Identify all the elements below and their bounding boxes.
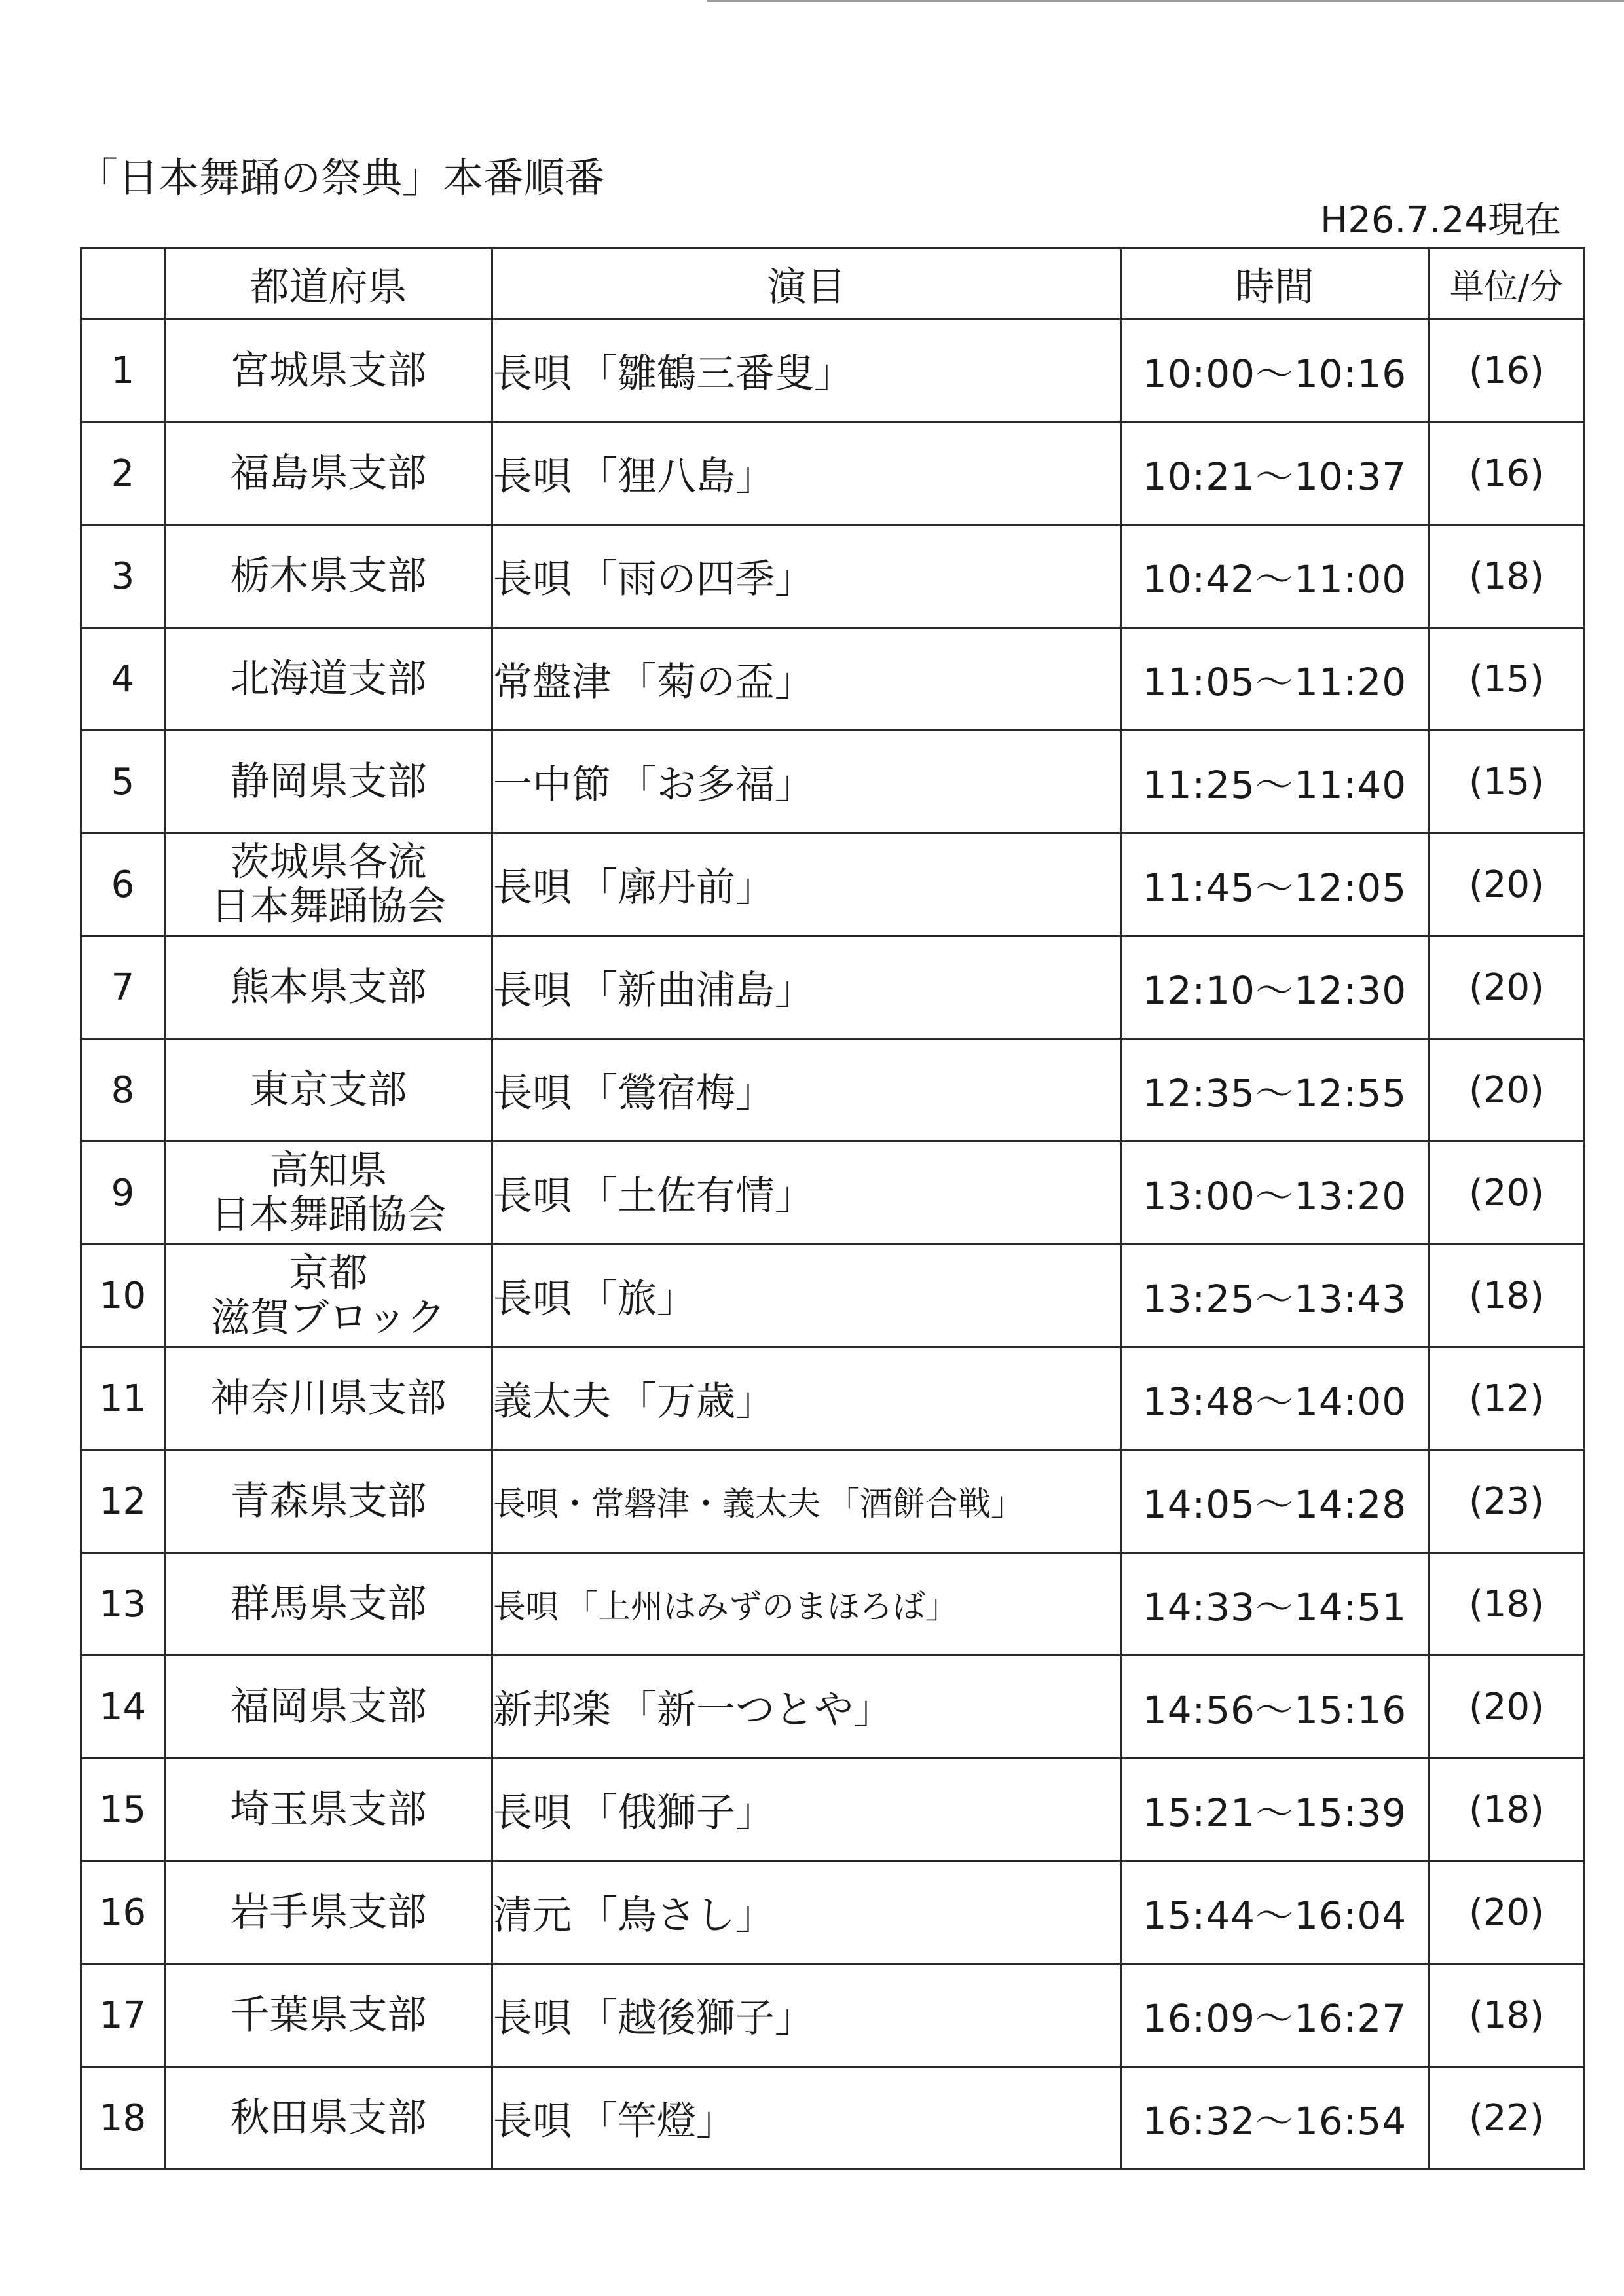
row-number: 11 [81,1347,165,1450]
time-slot: 13:48〜14:00 [1121,1347,1429,1450]
program-cell [492,1656,1121,1758]
header-program: 演目 [492,249,1121,319]
branch-name-line: 埼玉県支部 [230,1787,427,1832]
program-piece: 「新曲浦島」 [578,968,814,1013]
time-slot: 15:44〜16:04 [1121,1861,1429,1964]
time-slot: 11:45〜12:05 [1121,833,1429,936]
program-cell [492,2067,1121,2170]
time-slot: 12:10〜12:30 [1121,936,1429,1039]
program-genre: 長唄 [493,865,572,911]
row-number: 8 [81,1039,165,1142]
program-piece: 「新一つとや」 [618,1687,893,1733]
scan-edge-line [707,0,1624,2]
branch-cell [165,525,492,628]
program-piece: 「お多福」 [618,762,814,808]
branch-name-line: 福島県支部 [230,450,427,496]
branch-name-line: 神奈川県支部 [210,1376,447,1421]
branch-name-line: 北海道支部 [230,656,427,702]
branch-name-line: 熊本県支部 [230,964,427,1010]
row-number: 13 [81,1553,165,1656]
branch-cell [165,1553,492,1656]
time-slot: 14:05〜14:28 [1121,1450,1429,1553]
duration-minutes: (18) [1429,1245,1585,1347]
program-piece: 「菊の盃」 [618,659,814,705]
time-slot: 16:32〜16:54 [1121,2067,1429,2170]
duration-minutes: (18) [1429,1553,1585,1656]
table-row [81,422,1585,525]
branch-cell [165,1964,492,2067]
program-cell [492,1039,1121,1142]
program-genre: 長唄 [493,1790,572,1836]
duration-minutes: (15) [1429,731,1585,833]
program-piece: 「酒餅合戦」 [827,1485,1024,1523]
table-body [81,319,1585,2170]
program-genre: 長唄 [493,968,572,1013]
header-no [81,249,165,319]
branch-name-line: 福岡県支部 [230,1684,427,1730]
program-genre: 長唄・常磐津・義太夫 [493,1485,821,1523]
row-number: 17 [81,1964,165,2067]
program-piece: 「廓丹前」 [578,865,775,911]
duration-minutes: (20) [1429,833,1585,936]
table-row [81,1039,1585,1142]
program-cell [492,1245,1121,1347]
row-number: 14 [81,1656,165,1758]
branch-name-line: 静岡県支部 [230,759,427,805]
duration-minutes: (23) [1429,1450,1585,1553]
table-row [81,1758,1585,1861]
duration-minutes: (20) [1429,1861,1585,1964]
branch-name-line: 秋田県支部 [230,2095,427,2141]
duration-minutes: (20) [1429,1039,1585,1142]
program-piece: 「万歳」 [618,1379,775,1425]
time-slot: 10:42〜11:00 [1121,525,1429,628]
program-genre: 長唄 [493,351,572,397]
program-genre: 常盤津 [493,659,611,705]
row-number: 4 [81,628,165,731]
program-cell [492,628,1121,731]
header-branch: 都道府県 [165,249,492,319]
branch-cell [165,2067,492,2170]
header-row [81,249,1585,319]
performance-order-table [80,247,1585,2170]
program-cell [492,319,1121,422]
time-slot: 12:35〜12:55 [1121,1039,1429,1142]
branch-cell [165,833,492,936]
program-genre: 義太夫 [493,1379,611,1425]
branch-name-line: 群馬県支部 [230,1581,427,1627]
table-row [81,2067,1585,2170]
program-genre: 一中節 [493,762,611,808]
duration-minutes: (22) [1429,2067,1585,2170]
program-piece: 「上州はみずのまほろば」 [565,1588,958,1626]
branch-cell [165,731,492,833]
duration-minutes: (18) [1429,525,1585,628]
program-piece: 「雛鶴三番叟」 [578,351,853,397]
table-row [81,1964,1585,2067]
duration-minutes: (20) [1429,1656,1585,1758]
program-genre: 長唄 [493,1173,572,1219]
branch-name-line: 京都 [289,1250,368,1296]
time-slot: 11:25〜11:40 [1121,731,1429,833]
program-genre: 長唄 [493,1588,559,1626]
document-date: H26.7.24現在 [1320,199,1561,242]
branch-name-line: 高知県 [269,1148,388,1194]
table-row [81,1347,1585,1450]
program-genre: 長唄 [493,556,572,602]
time-slot: 10:21〜10:37 [1121,422,1429,525]
branch-cell [165,1142,492,1245]
program-piece: 「旅」 [578,1276,696,1322]
table-row [81,525,1585,628]
table-row [81,1656,1585,1758]
row-number: 2 [81,422,165,525]
program-genre: 清元 [493,1893,572,1939]
branch-name-line: 岩手県支部 [230,1889,427,1935]
document-title: 「日本舞踊の祭典」本番順番 [77,154,606,202]
program-piece: 「狸八島」 [578,454,775,500]
program-cell [492,1758,1121,1861]
time-slot: 15:21〜15:39 [1121,1758,1429,1861]
row-number: 6 [81,833,165,936]
duration-minutes: (20) [1429,1142,1585,1245]
branch-name-line: 宮城県支部 [230,348,427,393]
program-genre: 長唄 [493,1995,572,2041]
branch-name-line: 東京支部 [249,1067,407,1113]
branch-cell [165,319,492,422]
branch-cell [165,936,492,1039]
program-cell [492,1142,1121,1245]
program-cell [492,1347,1121,1450]
program-cell [492,1553,1121,1656]
table-row [81,1245,1585,1347]
time-slot: 14:56〜15:16 [1121,1656,1429,1758]
row-number: 16 [81,1861,165,1964]
row-number: 18 [81,2067,165,2170]
table-header [81,249,1585,319]
duration-minutes: (18) [1429,1964,1585,2067]
table-row [81,628,1585,731]
table-row [81,1553,1585,1656]
time-slot: 13:25〜13:43 [1121,1245,1429,1347]
branch-cell [165,1861,492,1964]
program-piece: 「土佐有情」 [578,1173,814,1219]
table-row [81,731,1585,833]
branch-name-line: 千葉県支部 [230,1992,427,2038]
program-cell [492,422,1121,525]
branch-cell [165,1656,492,1758]
program-cell [492,1450,1121,1553]
row-number: 9 [81,1142,165,1245]
branch-cell [165,1450,492,1553]
branch-name-line: 青森県支部 [230,1478,427,1524]
branch-cell [165,1758,492,1861]
branch-name-line: 日本舞踊協会 [210,1192,447,1238]
header-time: 時間 [1121,249,1429,319]
time-slot: 10:00〜10:16 [1121,319,1429,422]
branch-cell [165,628,492,731]
duration-minutes: (16) [1429,319,1585,422]
table-row [81,1450,1585,1553]
program-cell [492,525,1121,628]
program-cell [492,833,1121,936]
duration-minutes: (18) [1429,1758,1585,1861]
program-genre: 長唄 [493,1070,572,1116]
branch-cell [165,1245,492,1347]
branch-cell [165,422,492,525]
program-cell [492,936,1121,1039]
time-slot: 16:09〜16:27 [1121,1964,1429,2067]
branch-name-line: 滋賀ブロック [211,1295,446,1341]
row-number: 10 [81,1245,165,1347]
time-slot: 13:00〜13:20 [1121,1142,1429,1245]
program-piece: 「鶯宿梅」 [578,1070,775,1116]
duration-minutes: (15) [1429,628,1585,731]
program-genre: 長唄 [493,454,572,500]
program-genre: 新邦楽 [493,1687,611,1733]
row-number: 5 [81,731,165,833]
table-row [81,1861,1585,1964]
row-number: 7 [81,936,165,1039]
program-genre: 長唄 [493,1276,572,1322]
row-number: 12 [81,1450,165,1553]
header-unit: 単位/分 [1429,249,1585,319]
branch-cell [165,1039,492,1142]
table-row [81,1142,1585,1245]
program-piece: 「鳥さし」 [578,1893,775,1939]
program-piece: 「俄獅子」 [578,1790,775,1836]
program-piece: 「竿燈」 [578,2098,735,2144]
program-piece: 「越後獅子」 [578,1995,814,2041]
branch-cell [165,1347,492,1450]
program-cell [492,1964,1121,2067]
row-number: 3 [81,525,165,628]
branch-name-line: 栃木県支部 [230,553,427,599]
row-number: 15 [81,1758,165,1861]
program-cell [492,731,1121,833]
table-row [81,833,1585,936]
duration-minutes: (20) [1429,936,1585,1039]
row-number: 1 [81,319,165,422]
branch-name-line: 日本舞踊協会 [210,884,447,930]
table-row [81,319,1585,422]
program-cell [492,1861,1121,1964]
program-genre: 長唄 [493,2098,572,2144]
time-slot: 11:05〜11:20 [1121,628,1429,731]
branch-name-line: 茨城県各流 [230,839,427,885]
table-row [81,936,1585,1039]
duration-minutes: (12) [1429,1347,1585,1450]
program-piece: 「雨の四季」 [578,556,814,602]
time-slot: 14:33〜14:51 [1121,1553,1429,1656]
duration-minutes: (16) [1429,422,1585,525]
